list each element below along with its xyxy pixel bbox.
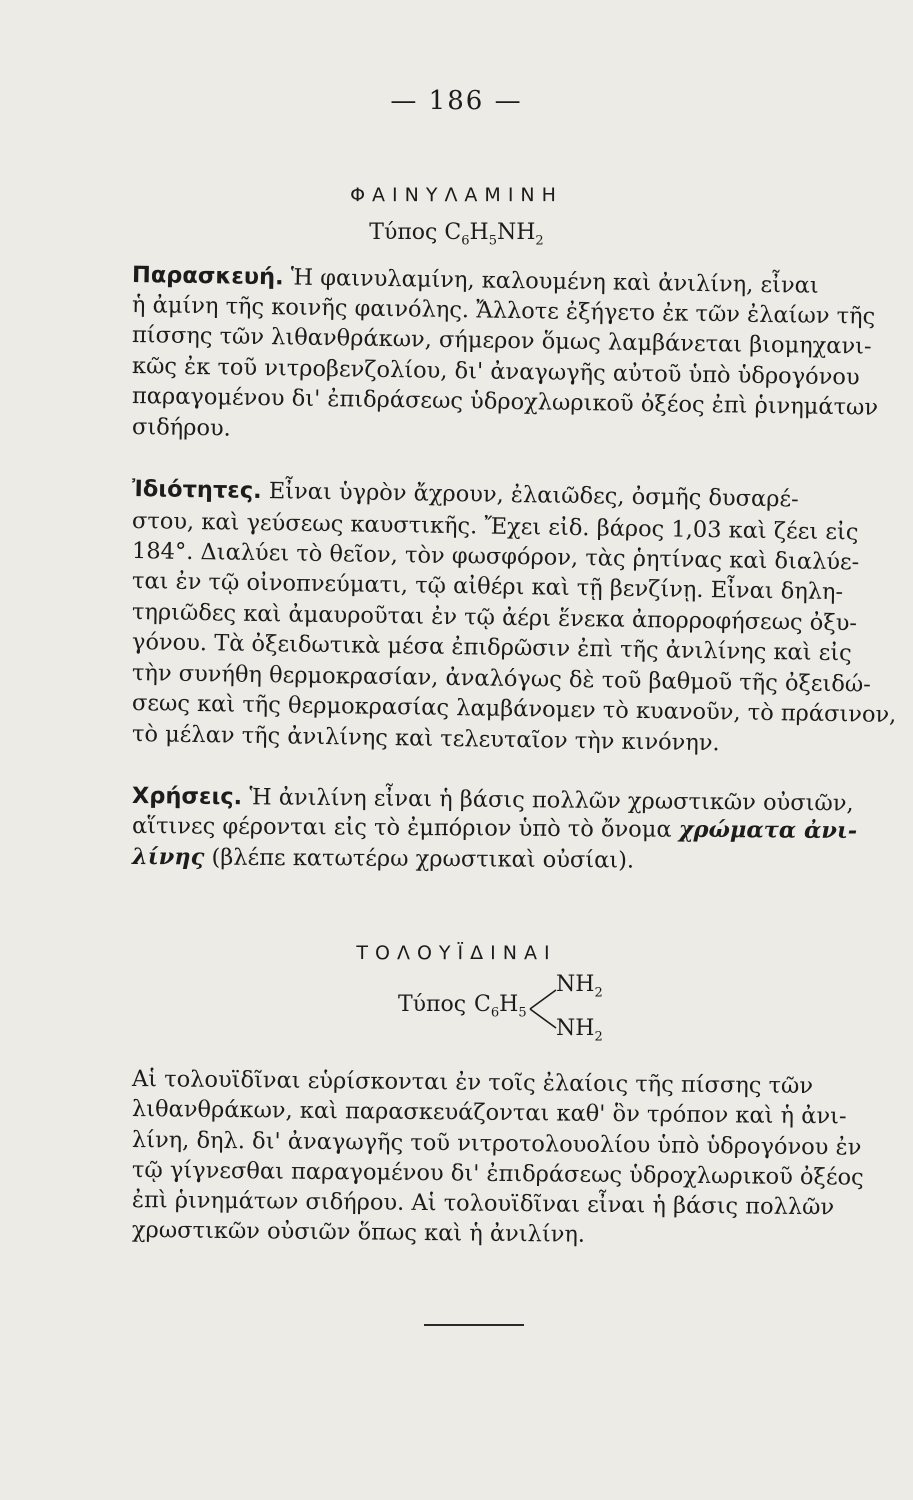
text-line — [132, 721, 902, 759]
line-text: τηριῶδες καὶ ἀμαυροῦται ἐν τῷ ἀέρι ἕνεκα ἀπορροφήσεως ὀξυ- — [131, 599, 858, 637]
line-text: παραγομένου δι' ἐπιδράσεως ὑδροχλωρικοῦ ὀξέος ἐπὶ ῥινημάτων — [131, 383, 879, 421]
text-line — [132, 1187, 902, 1221]
text-line — [132, 1066, 902, 1100]
formula-toluidines — [398, 972, 638, 1046]
line-text: πίσσης τῶν λιθανθράκων, σήμερον ὅμως λαμβάνεται βιομηχανι- — [131, 322, 872, 360]
end-rule — [424, 1324, 524, 1326]
text-line — [132, 783, 902, 817]
line-text: (βλέπε κατωτέρω χρωστικαὶ οὐσίαι). — [204, 844, 635, 874]
line-text: λιθανθράκων, καὶ παρασκευάζονται καθ' ὃν τρόπον καὶ ἡ ἀνι- — [131, 1096, 847, 1130]
text-line — [132, 844, 902, 875]
formula-label: Τύπος — [369, 220, 438, 245]
line-text: Ἡ ἀνιλίνη εἶναι ἡ βάσις πολλῶν χρωστικῶν οὐσιῶν, — [242, 784, 854, 817]
line-text: Εἶναι ὑγρὸν ἄχρουν, ἐλαιῶδες, ὀσμῆς δυσαρέ- — [261, 478, 799, 513]
formula-c: C — [444, 220, 462, 245]
line-text: τῷ γίγνεσθαι παραγομένου δι' ἐπιδράσεως ὑδροχλωρικοῦ ὀξέος — [131, 1157, 864, 1191]
section-keyword: Χρήσεις. — [131, 783, 243, 811]
line-text: τὴν συνήθη θερμοκρασίαν, ἀναλόγως δὲ τοῦ βαθμοῦ τῆς ὀξειδώ- — [131, 660, 872, 698]
line-text: ἡ ἀμίνη τῆς κοινῆς φαινόλης. Ἄλλοτε ἐξήγετο ἐκ τῶν ἐλαίων τῆς — [131, 292, 876, 330]
emphasis-term: χρώματα ἀνι- — [678, 816, 858, 845]
formula-nh-count: 2 — [535, 233, 544, 249]
line-text: 184°. Διαλύει τὸ θεῖον, τὸν φωσφόρον, τὰς ῥητίνας καὶ διαλύε- — [131, 538, 860, 576]
text-line — [132, 1127, 902, 1161]
line-text: λίνη, δηλ. δι' ἀναγωγῆς τοῦ νιτροτολουολίου ὑπὸ ὑδρογόνου ἐν — [131, 1127, 862, 1161]
formula-h-count: 5 — [488, 233, 497, 249]
formula-core: $C_6H_5$ — [474, 992, 527, 1021]
emphasis-term: λίνης — [131, 844, 205, 871]
section-keyword: Ἰδιότητες. — [131, 476, 262, 505]
line-text: σεως καὶ τῆς θερμοκρασίας λαμβάνομεν τὸ κυανοῦν, τὸ πράσινον, — [131, 690, 897, 729]
page-number: — 186 — — [390, 86, 523, 116]
text-line — [132, 414, 902, 452]
formula-phenylamine — [0, 220, 913, 248]
text-line — [132, 1217, 902, 1251]
section-keyword: Παρασκευή. — [131, 262, 284, 291]
line-text: Αἱ τολουϊδῖναι εὑρίσκονται ἐν τοῖς ἐλαίοις τῆς πίσσης τῶν — [131, 1066, 814, 1100]
formula-branch-lines — [528, 984, 558, 1034]
line-text: σιδήρου. — [131, 414, 232, 442]
text-line — [132, 476, 902, 514]
formula-label: Τύπος — [398, 992, 467, 1017]
section-heading-phenylamine: ΦΑΙΝΥΛΑΜΙΝΗ — [350, 184, 563, 206]
formula-amine-top: $NH_2$ — [556, 972, 603, 1001]
formula-nh: NH — [496, 220, 536, 245]
formula-amine-bottom: $NH_2$ — [556, 1016, 603, 1045]
text-line — [132, 1096, 902, 1130]
line-text: χρωστικῶν οὐσιῶν ὅπως καὶ ἡ ἀνιλίνη. — [131, 1217, 586, 1248]
line-text: γόνου. Τὰ ὀξειδωτικὰ μέσα ἐπιδρῶσιν ἐπὶ τῆς ἀνιλίνης καὶ εἰς — [131, 629, 852, 667]
text-line — [132, 813, 902, 844]
line-text: κῶς ἐκ τοῦ νιτροβενζολίου, δι' ἀναγωγῆς αὐτοῦ ὑπὸ ὑδρογόνου — [131, 353, 860, 391]
formula-c-count: 6 — [461, 233, 470, 249]
line-text: αἵτινες φέρονται εἰς τὸ ἐμπόριον ὑπὸ τὸ ὄνομα — [131, 813, 679, 843]
line-text: στου, καὶ γεύσεως καυστικῆς. Ἔχει εἰδ. βάρος 1,03 καὶ ζέει εἰς — [131, 508, 859, 546]
text-line — [132, 1157, 902, 1191]
line-text: ται ἐν τῷ οἰνοπνεύματι, τῷ αἰθέρι καὶ τῇ βενζίνῃ. Εἶναι δηλη- — [131, 568, 844, 606]
line-text: τὸ μέλαν τῆς ἀνιλίνης καὶ τελευταῖον τὴν κινόνην. — [131, 721, 720, 757]
line-text: ἐπὶ ῥινημάτων σιδήρου. Αἱ τολουϊδῖναι εἶναι ἡ βάσις πολλῶν — [131, 1187, 835, 1221]
formula-h: H — [469, 220, 489, 245]
section-heading-toluidines: ΤΟΛΟΥΪΔΙΝΑΙ — [356, 942, 557, 964]
line-text: Ἡ φαινυλαμίνη, καλουμένη καὶ ἀνιλίνη, εἶναι — [283, 264, 819, 299]
